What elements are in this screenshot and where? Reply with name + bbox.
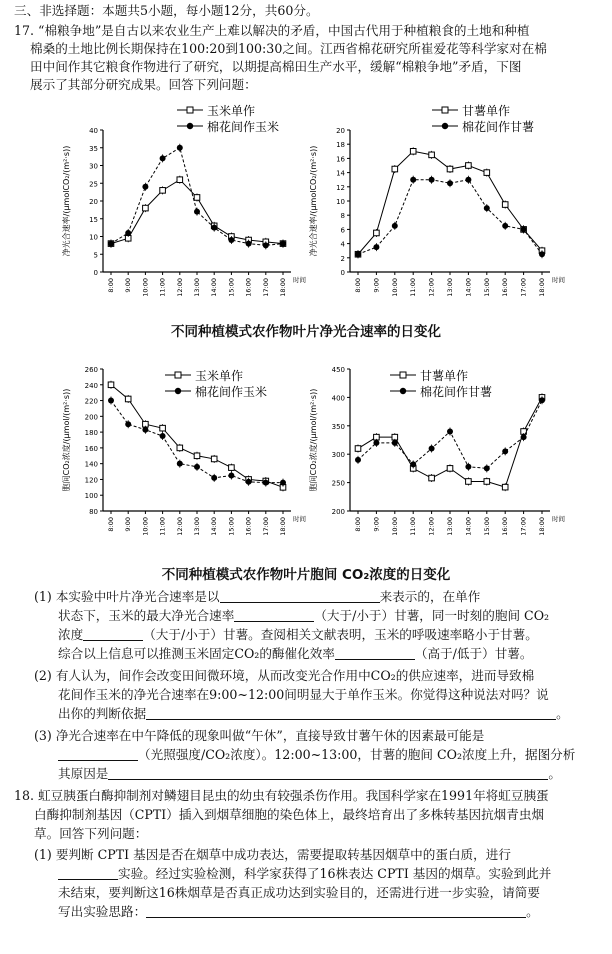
- data-point: [177, 445, 183, 451]
- x-tick-label: 15:00: [482, 278, 491, 297]
- x-tick-label: 15:00: [482, 517, 491, 536]
- legend-label: 棉花间作玉米: [195, 385, 268, 399]
- x-tick-label: 11:00: [158, 278, 167, 297]
- data-point: [484, 205, 490, 211]
- data-point: [142, 184, 148, 190]
- data-point: [502, 202, 508, 208]
- intercellular-co2-maize-chart: [55, 355, 310, 560]
- q18-line-a: 18. 虹豆胰蛋白酶抑制剂对鳞翅目昆虫的幼虫有较强杀伤作用。我国科学家在1991年将虹豆胰蛋: [14, 788, 549, 803]
- y-tick-label: 240: [84, 381, 98, 390]
- data-point: [539, 251, 545, 257]
- y-tick-label: 120: [84, 476, 98, 485]
- intercellular-co2-sweetpotato-chart: [302, 355, 572, 560]
- x-tick-label: 16:00: [501, 278, 510, 297]
- data-point: [392, 440, 398, 446]
- legend-marker: [187, 123, 193, 129]
- data-point: [246, 479, 252, 485]
- x-tick-label: 8:00: [354, 517, 362, 532]
- x-tick-label: 12:00: [175, 517, 184, 536]
- data-point: [484, 479, 490, 485]
- data-point: [160, 188, 166, 194]
- legend-label: 玉米单作: [195, 369, 244, 383]
- legend-label: 棉花间作玉米: [207, 120, 280, 134]
- x-tick-label: 11:00: [158, 517, 167, 536]
- q17-p1-line-a: (1) 本实验中叶片净光合速率是以 来表示的，在单作: [34, 589, 481, 604]
- x-axis-label: 时间: [552, 276, 565, 284]
- y-tick-label: 10: [336, 198, 345, 206]
- y-tick-label: 25: [89, 180, 98, 189]
- q17-intro-line-3: 田中间作其它粮食作物进行了研究，以期提高棉田生产水平，缓解“棉粮争地”矛盾，下图: [30, 59, 522, 74]
- y-tick-label: 350: [331, 422, 345, 431]
- data-point: [211, 475, 217, 481]
- x-tick-label: 18:00: [538, 278, 546, 297]
- q17-p2-line-b: 花间作玉米的净光合速率在9:00~12:00间明显大于单作玉米。你觉得这种说法对吗？说: [58, 687, 549, 702]
- chart-caption-2: 不同种植模式农作物叶片胞间 CO₂浓度的日变化: [161, 567, 451, 583]
- x-tick-label: 16:00: [501, 517, 510, 536]
- y-tick-label: 12: [336, 183, 345, 192]
- answer-blank[interactable]: [234, 608, 314, 622]
- data-point: [142, 427, 148, 433]
- y-tick-label: 10: [89, 233, 98, 242]
- data-point: [125, 396, 131, 402]
- x-tick-label: 18:00: [279, 278, 287, 297]
- answer-blank[interactable]: [220, 589, 380, 603]
- q18-line-b: 白酶抑制剂基因（CPTI）插入到烟草细胞的染色体上，最终培育出了多株转基因抗烟青虫烟: [34, 807, 545, 822]
- y-tick-label: 0: [93, 269, 98, 277]
- y-tick-label: 20: [89, 198, 98, 206]
- data-point: [228, 237, 234, 243]
- x-tick-label: 17:00: [261, 517, 270, 536]
- x-tick-label: 10:00: [141, 278, 150, 297]
- data-point: [177, 177, 183, 183]
- y-tick-label: 400: [331, 394, 345, 403]
- y-tick-label: 15: [89, 215, 98, 224]
- series-line: [111, 385, 283, 488]
- y-axis-label: 胞间CO₂浓度/(μmol/(m²·s)): [62, 388, 71, 492]
- y-axis-label: 净光合速率/(μmolCO₂/(m²·s)): [309, 145, 318, 257]
- x-tick-label: 9:00: [372, 278, 381, 293]
- y-tick-label: 200: [331, 508, 345, 516]
- y-tick-label: 2: [340, 254, 345, 263]
- q17-p3-line-b: （光照强度/CO₂浓度）。12:00~13:00，甘薯的胞间 CO₂浓度上升，据图分析: [58, 746, 575, 764]
- q18-p1-line-e: 实验。经过实验检测，科学家获得了16株表达 CPTI 基因的烟草。实验到此并: [58, 865, 551, 883]
- data-point: [447, 166, 453, 172]
- y-tick-label: 40: [89, 127, 98, 135]
- q17-p3-line-c: 其原因是 。: [58, 766, 561, 781]
- data-point: [280, 480, 286, 486]
- data-point: [263, 480, 269, 486]
- x-tick-label: 15:00: [227, 278, 236, 297]
- q17-p3-line-a: (3) 净光合速率在中午降低的现象叫做“午休”，直接导致甘薯午休的因素最可能是: [34, 728, 485, 743]
- data-point: [246, 241, 252, 247]
- y-tick-label: 20: [336, 127, 345, 135]
- y-tick-label: 300: [331, 451, 345, 460]
- data-point: [466, 479, 472, 485]
- y-tick-label: 80: [89, 508, 98, 516]
- legend-marker: [175, 372, 181, 378]
- x-tick-label: 16:00: [244, 278, 253, 297]
- x-tick-label: 11:00: [409, 278, 418, 297]
- x-tick-label: 9:00: [124, 278, 133, 293]
- x-tick-label: 9:00: [124, 517, 133, 532]
- legend-label: 棉花间作甘薯: [420, 385, 493, 399]
- x-tick-label: 12:00: [427, 517, 436, 536]
- answer-blank[interactable]: [58, 747, 138, 761]
- data-point: [229, 465, 235, 471]
- data-point: [355, 457, 361, 463]
- legend-marker: [187, 107, 193, 113]
- q17-intro-line-1: 17. “棉粮争地”是自古以来农业生产上难以解决的矛盾，中国古代用于种植粮食的土地和种植: [14, 23, 530, 38]
- x-tick-label: 13:00: [193, 278, 201, 297]
- data-point: [410, 177, 416, 183]
- data-point: [410, 461, 416, 467]
- data-point: [211, 456, 217, 462]
- y-tick-label: 35: [89, 144, 98, 153]
- data-point: [392, 166, 398, 172]
- x-tick-label: 9:00: [372, 517, 381, 532]
- q17-p2-line-c: 出你的判断依据 。: [58, 706, 569, 721]
- data-point: [280, 241, 286, 247]
- x-tick-label: 15:00: [227, 517, 236, 536]
- x-tick-label: 18:00: [538, 517, 546, 536]
- x-tick-label: 13:00: [446, 517, 454, 536]
- q18-p1-line-d: (1) 要判断 CPTI 基因是否在烟草中成功表达，需要提取转基因烟草中的蛋白质，进行: [34, 847, 511, 862]
- data-point: [502, 223, 508, 229]
- answer-blank[interactable]: [146, 706, 556, 720]
- section-title: 三、非选择题：本题共5小题，每小题12分，共60分。: [14, 3, 319, 18]
- data-point: [108, 382, 114, 388]
- y-tick-label: 450: [331, 366, 345, 374]
- x-tick-label: 8:00: [107, 517, 115, 532]
- x-tick-label: 12:00: [427, 278, 436, 297]
- x-tick-label: 17:00: [261, 278, 270, 297]
- q18-p1-line-f: 未结束，要判断这16株烟草是否真正成功达到实验目的，还需进行进一步实验，请简要: [58, 885, 540, 900]
- x-tick-label: 14:00: [464, 278, 473, 297]
- data-point: [410, 149, 416, 155]
- legend-marker: [442, 123, 448, 129]
- data-point: [194, 209, 200, 215]
- answer-blank[interactable]: [83, 627, 143, 641]
- x-tick-label: 8:00: [354, 278, 362, 293]
- legend-marker: [175, 388, 181, 394]
- data-point: [447, 180, 453, 186]
- data-point: [502, 448, 508, 454]
- x-tick-label: 12:00: [175, 278, 184, 297]
- q18-line-c: 草。回答下列问题：: [34, 826, 148, 841]
- y-tick-label: 14: [336, 169, 345, 178]
- data-point: [108, 241, 114, 247]
- legend-marker: [442, 107, 448, 113]
- q17-p1-line-b: 状态下，玉米的最大净光合速率 （大于/小于）甘薯，同一时刻的胞间 CO₂: [58, 608, 550, 623]
- y-tick-label: 16: [336, 155, 345, 164]
- q17-p1-line-d: 综合以上信息可以推测玉米固定CO₂的酶催化效率 （高于/低于）甘薯。: [58, 646, 533, 661]
- data-point: [228, 473, 234, 479]
- series-line: [358, 397, 542, 487]
- data-point: [521, 226, 527, 232]
- data-point: [429, 152, 435, 158]
- q17-p1-line-c: 浓度 （大于/小于）甘薯。查阅相关文献表明，玉米的呼吸速率略小于甘薯。: [58, 627, 538, 642]
- data-point: [521, 434, 527, 440]
- y-tick-label: 180: [84, 429, 98, 438]
- y-tick-label: 160: [84, 444, 98, 453]
- data-point: [160, 155, 166, 161]
- x-tick-label: 14:00: [210, 278, 219, 297]
- q18-p1-line-g: 写出实验思路： 。: [58, 904, 539, 919]
- x-tick-label: 18:00: [279, 517, 287, 536]
- q17-intro-line-4: 展示了其部分研究成果。回答下列问题：: [30, 77, 257, 92]
- y-tick-label: 220: [84, 397, 98, 406]
- data-point: [373, 440, 379, 446]
- y-tick-label: 140: [84, 460, 98, 469]
- legend-marker: [400, 388, 406, 394]
- net-photosynthesis-maize-chart: [55, 98, 310, 313]
- legend-label: 玉米单作: [207, 104, 256, 118]
- data-point: [194, 464, 200, 470]
- data-point: [465, 177, 471, 183]
- legend-label: 甘薯单作: [420, 369, 469, 383]
- x-tick-label: 13:00: [193, 517, 201, 536]
- y-tick-label: 6: [340, 226, 345, 235]
- x-tick-label: 17:00: [519, 517, 528, 536]
- x-tick-label: 16:00: [244, 517, 253, 536]
- x-axis-label: 时间: [552, 515, 565, 523]
- data-point: [177, 145, 183, 151]
- y-axis-label: 胞间CO₂浓度/(μmol/(m²·s)): [309, 388, 318, 492]
- data-point: [160, 433, 166, 439]
- answer-blank[interactable]: [58, 866, 118, 880]
- x-tick-label: 8:00: [107, 278, 115, 293]
- x-tick-label: 10:00: [390, 517, 399, 536]
- data-point: [484, 170, 490, 176]
- net-photosynthesis-sweetpotato-chart: [302, 98, 572, 313]
- legend-label: 甘薯单作: [462, 104, 511, 118]
- data-point: [108, 398, 114, 404]
- y-tick-label: 18: [336, 141, 345, 150]
- data-point: [355, 251, 361, 257]
- data-point: [539, 397, 545, 403]
- y-tick-label: 100: [84, 492, 98, 501]
- data-point: [194, 453, 200, 459]
- data-point: [429, 177, 435, 183]
- data-point: [502, 484, 508, 490]
- q17-intro-line-2: 棉桑的土地比例长期保持在100:20到100:30之间。江西省棉花研究所崔爱花等科学家对在棉: [30, 41, 547, 56]
- x-tick-label: 11:00: [409, 517, 418, 536]
- y-tick-label: 0: [340, 269, 345, 277]
- data-point: [429, 475, 435, 481]
- y-tick-label: 30: [89, 162, 98, 171]
- legend-label: 棉花间作甘薯: [462, 120, 535, 134]
- data-point: [125, 230, 131, 236]
- data-point: [263, 242, 269, 248]
- data-point: [484, 465, 490, 471]
- y-axis-label: 净光合速率/(μmolCO₂/(m²·s)): [62, 145, 71, 257]
- data-point: [194, 195, 200, 201]
- answer-blank[interactable]: [108, 766, 548, 780]
- y-tick-label: 5: [93, 251, 98, 260]
- data-point: [447, 466, 453, 472]
- x-tick-label: 17:00: [519, 278, 528, 297]
- answer-blank[interactable]: [335, 646, 415, 660]
- y-tick-label: 8: [340, 212, 345, 221]
- x-tick-label: 14:00: [464, 517, 473, 536]
- data-point: [211, 225, 217, 231]
- chart-caption-1: 不同种植模式农作物叶片净光合速率的日变化: [171, 324, 441, 340]
- y-tick-label: 260: [84, 366, 98, 374]
- data-point: [374, 230, 380, 236]
- data-point: [373, 244, 379, 250]
- data-point: [125, 421, 131, 427]
- data-point: [355, 446, 361, 452]
- x-axis-label: 时间: [293, 276, 306, 284]
- x-tick-label: 13:00: [446, 278, 454, 297]
- data-point: [177, 461, 183, 467]
- data-point: [465, 464, 471, 470]
- data-point: [392, 223, 398, 229]
- data-point: [466, 163, 472, 169]
- legend-marker: [400, 372, 406, 378]
- q17-p2-line-a: (2) 有人认为，间作会改变田间微环境，从而改变光合作用中CO₂的供应速率，进而导致棉: [34, 668, 535, 683]
- x-tick-label: 10:00: [141, 517, 150, 536]
- answer-blank[interactable]: [146, 904, 526, 918]
- data-point: [143, 205, 149, 211]
- y-tick-label: 200: [84, 413, 98, 422]
- y-tick-label: 250: [331, 479, 345, 488]
- x-tick-label: 14:00: [210, 517, 219, 536]
- data-point: [429, 446, 435, 452]
- x-tick-label: 10:00: [390, 278, 399, 297]
- data-point: [160, 425, 166, 431]
- x-axis-label: 时间: [293, 515, 306, 523]
- y-tick-label: 4: [340, 240, 345, 249]
- data-point: [447, 428, 453, 434]
